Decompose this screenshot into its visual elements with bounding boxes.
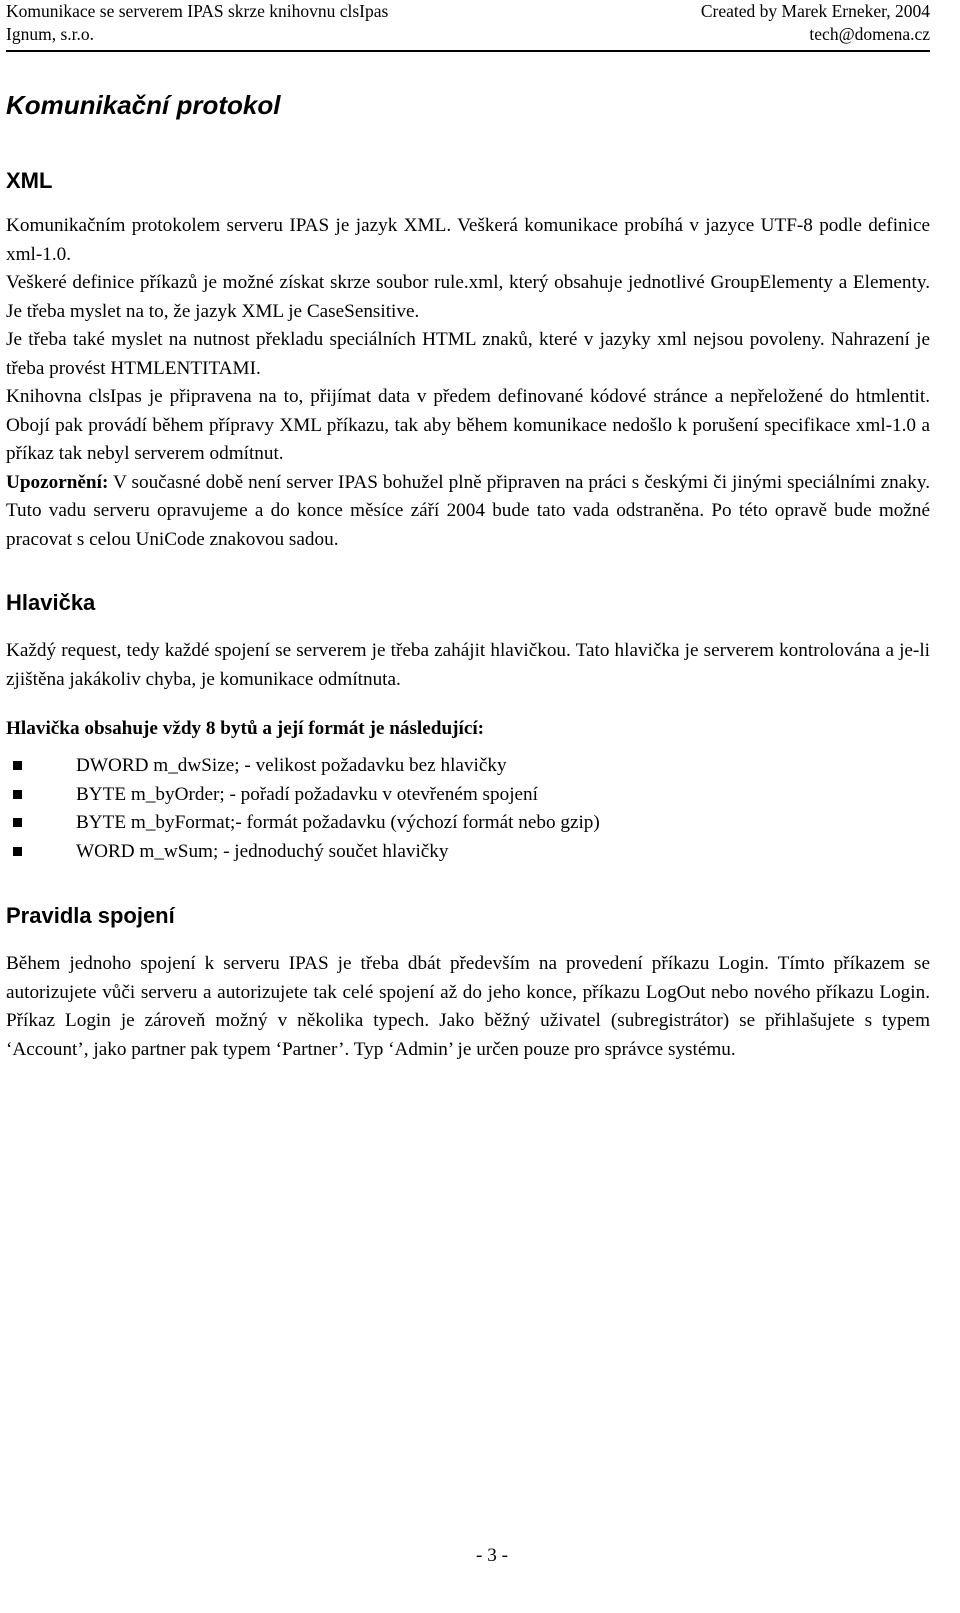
section-body-hlavicka [6, 637, 930, 694]
paragraph: Knihovna clsIpas je připravena na to, přijímat data v předem definované kódové stránce a nepřeložené do htmlentit. Obojí pak provádí během přípravy XML příkazu, tak aby během komunikace nedošlo k porušení specifikace xml-1.0 a příkaz tak nebyl serverem odmítnut. [6, 386, 930, 464]
header-right [701, 0, 930, 46]
list-item: WORD m_wSum; - jednoduchý součet hlavičky [6, 838, 600, 867]
section-body-pravidla [6, 950, 930, 1064]
header-document-title: Komunikace se serverem IPAS skrze knihovnu clsIpas [6, 1, 389, 21]
square-bullet-icon [13, 761, 22, 770]
page-number: - 3 - [476, 1545, 508, 1566]
section-heading-xml: XML [6, 168, 53, 193]
paragraph: Komunikačním protokolem serveru IPAS je jazyk XML. Veškerá komunikace probíhá v jazyce UTF-8 podle definice xml-1.0. [6, 215, 930, 265]
header-company: Ignum, s.r.o. [6, 24, 94, 44]
paragraph: Každý request, tedy každé spojení se serverem je třeba zahájit hlavičkou. Tato hlavička je serverem kontrolována a je-li zjištěna jakákoliv chyba, je komunikace odmítnuta. [6, 640, 930, 690]
paragraph: Během jednoho spojení k serveru IPAS je třeba dbát především na provedení příkazu Login. Tímto příkazem se autorizujete vůči serveru a autorizujete tak celé spojení až do jeho konce, příkazu LogOut nebo nového příkazu Login. Příkaz Login je zároveň možný v několika typech. Jako běžný uživatel (subregistrátor) se přihlašujete s typem ‘Account’, jako partner pak typem ‘Partner’. Typ ‘Admin’ je určen pouze pro správce systému. [6, 953, 930, 1060]
list-item: DWORD m_dwSize; - velikost požadavku bez hlavičky [6, 752, 600, 781]
list-item: BYTE m_byOrder; - pořadí požadavku v otevřeném spojení [6, 781, 600, 810]
square-bullet-icon [13, 790, 22, 799]
list-item: BYTE m_byFormat;- formát požadavku (výchozí formát nebo gzip) [6, 809, 600, 838]
warning-text: V současné době není server IPAS bohužel plně připraven na práci s českými či jinými speciálními znaky. Tuto vadu serveru opravujeme a do konce měsíce září 2004 bude tato vada odstraněna. Po této opravě bude možné pracovat s celou UniCode znakovou sadou. [6, 471, 930, 550]
square-bullet-icon [13, 847, 22, 856]
header-fields-list [6, 752, 600, 866]
header-author: Created by Marek Erneker, 2004 [700, 1, 930, 21]
page-title: Komunikační protokol [6, 90, 281, 120]
document-page [6, 0, 930, 1566]
paragraph: Veškeré definice příkazů je možné získat skrze soubor rule.xml, který obsahuje jednotlivé GroupElementy a Elementy. Je třeba myslet na to, že jazyk XML je CaseSensitive. [6, 272, 930, 322]
warning-paragraph [6, 469, 930, 555]
header-format-subheading: Hlavička obsahuje vždy 8 bytů a její formát je následující: [6, 718, 485, 739]
paragraph: Je třeba také myslet na nutnost překladu speciálních HTML znaků, které v jazyky xml nejsou povoleny. Nahrazení je třeba provést HTMLENTITAMI. [6, 329, 930, 379]
section-body-xml [6, 212, 930, 554]
square-bullet-icon [13, 818, 22, 827]
section-heading-pravidla: Pravidla spojení [6, 903, 175, 928]
section-heading-hlavicka: Hlavička [6, 590, 96, 615]
page-footer [6, 1545, 930, 1567]
page-header [6, 0, 930, 52]
header-email: tech@domena.cz [809, 24, 930, 44]
warning-label: Upozornění: [6, 471, 109, 493]
header-left [6, 0, 388, 46]
